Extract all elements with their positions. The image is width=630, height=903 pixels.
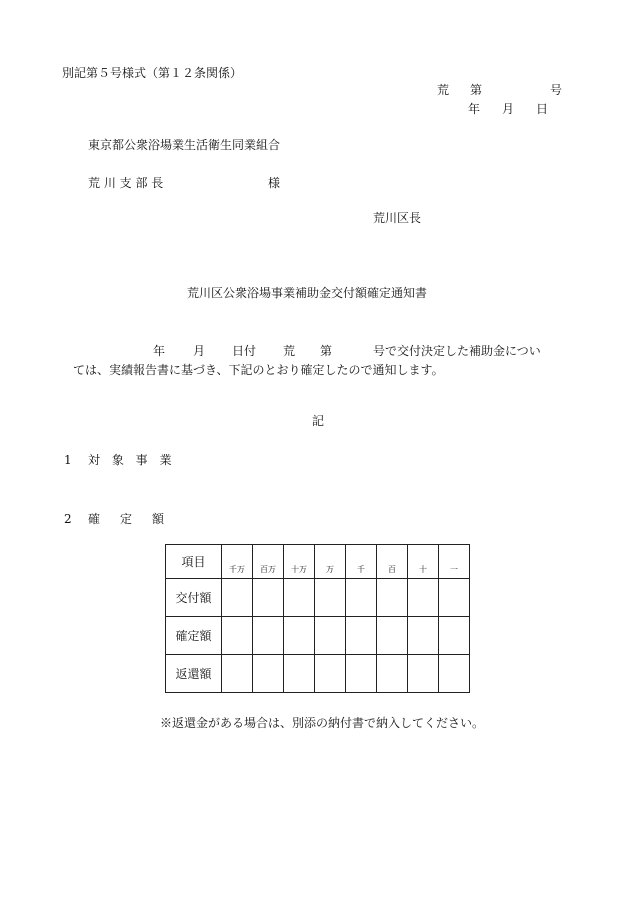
- amount-cell: [222, 579, 253, 617]
- amount-cell: [408, 579, 439, 617]
- amount-cell: [284, 655, 315, 693]
- amount-cell: [439, 617, 470, 655]
- unit-label: 一: [439, 545, 470, 579]
- date-year: 年: [468, 102, 481, 116]
- amount-cell: [346, 655, 377, 693]
- recipient-title: 荒 川 支 部 長: [88, 176, 164, 190]
- amount-cell: [408, 617, 439, 655]
- amount-cell: [346, 617, 377, 655]
- unit-label: 万: [315, 545, 346, 579]
- ref-go: 号: [550, 83, 563, 97]
- table-row: [166, 655, 470, 693]
- amount-cell: [315, 617, 346, 655]
- ki-heading: 記: [312, 414, 325, 428]
- amount-cell: [253, 579, 284, 617]
- amount-cell: [377, 579, 408, 617]
- ref-dai: 第: [470, 83, 483, 97]
- body-year: 年: [153, 344, 166, 358]
- section-1-label: 対 象 事 業: [88, 453, 176, 467]
- amount-cell: [408, 655, 439, 693]
- recipient-honorific: 様: [268, 176, 281, 190]
- amount-cell: [377, 617, 408, 655]
- amount-cell: [284, 579, 315, 617]
- amount-cell: [439, 579, 470, 617]
- amount-cell: [222, 655, 253, 693]
- unit-label: 百: [377, 545, 408, 579]
- row-label: 確定額: [166, 617, 222, 655]
- unit-label: 十: [408, 545, 439, 579]
- row-label: 交付額: [166, 579, 222, 617]
- refund-note: ※返還金がある場合は、別添の納付書で納入してください。: [160, 716, 485, 730]
- date-month: 月: [502, 102, 515, 116]
- ref-prefix: 荒: [437, 83, 450, 97]
- amount-cell: [315, 579, 346, 617]
- amount-cell: [377, 655, 408, 693]
- amount-cell: [284, 617, 315, 655]
- unit-label: 百万: [253, 545, 284, 579]
- sender: 荒川区長: [373, 211, 422, 225]
- table-row: [166, 579, 470, 617]
- row-label: 返還額: [166, 655, 222, 693]
- table-row: [166, 617, 470, 655]
- unit-label: 千万: [222, 545, 253, 579]
- body-month: 月: [193, 344, 206, 358]
- amount-table: [165, 544, 470, 693]
- section-2-label: 確 定 額: [88, 512, 169, 526]
- body-line1-rest: 号で交付決定した補助金につい: [373, 344, 541, 358]
- body-dai: 第: [320, 344, 333, 358]
- date-day: 日: [536, 102, 549, 116]
- header-label: 項目: [166, 545, 222, 579]
- recipient-org: 東京都公衆浴場業生活衛生同業組合: [88, 138, 281, 152]
- unit-label: 千: [346, 545, 377, 579]
- amount-cell: [439, 655, 470, 693]
- amount-cell: [346, 579, 377, 617]
- section-1-num: 1: [64, 453, 72, 467]
- amount-cell: [222, 617, 253, 655]
- unit-label: 十万: [284, 545, 315, 579]
- amount-cell: [315, 655, 346, 693]
- body-ara: 荒: [283, 344, 296, 358]
- document-title: 荒川区公衆浴場事業補助金交付額確定通知書: [187, 286, 428, 300]
- form-label: 別記第５号様式（第１２条関係）: [62, 66, 243, 80]
- amount-table-header-row: [166, 545, 470, 579]
- body-line2: ては、実績報告書に基づき、下記のとおり確定したので通知します。: [73, 363, 444, 377]
- section-2-num: 2: [64, 512, 72, 526]
- body-dated: 日付: [232, 344, 257, 358]
- amount-cell: [253, 617, 284, 655]
- amount-cell: [253, 655, 284, 693]
